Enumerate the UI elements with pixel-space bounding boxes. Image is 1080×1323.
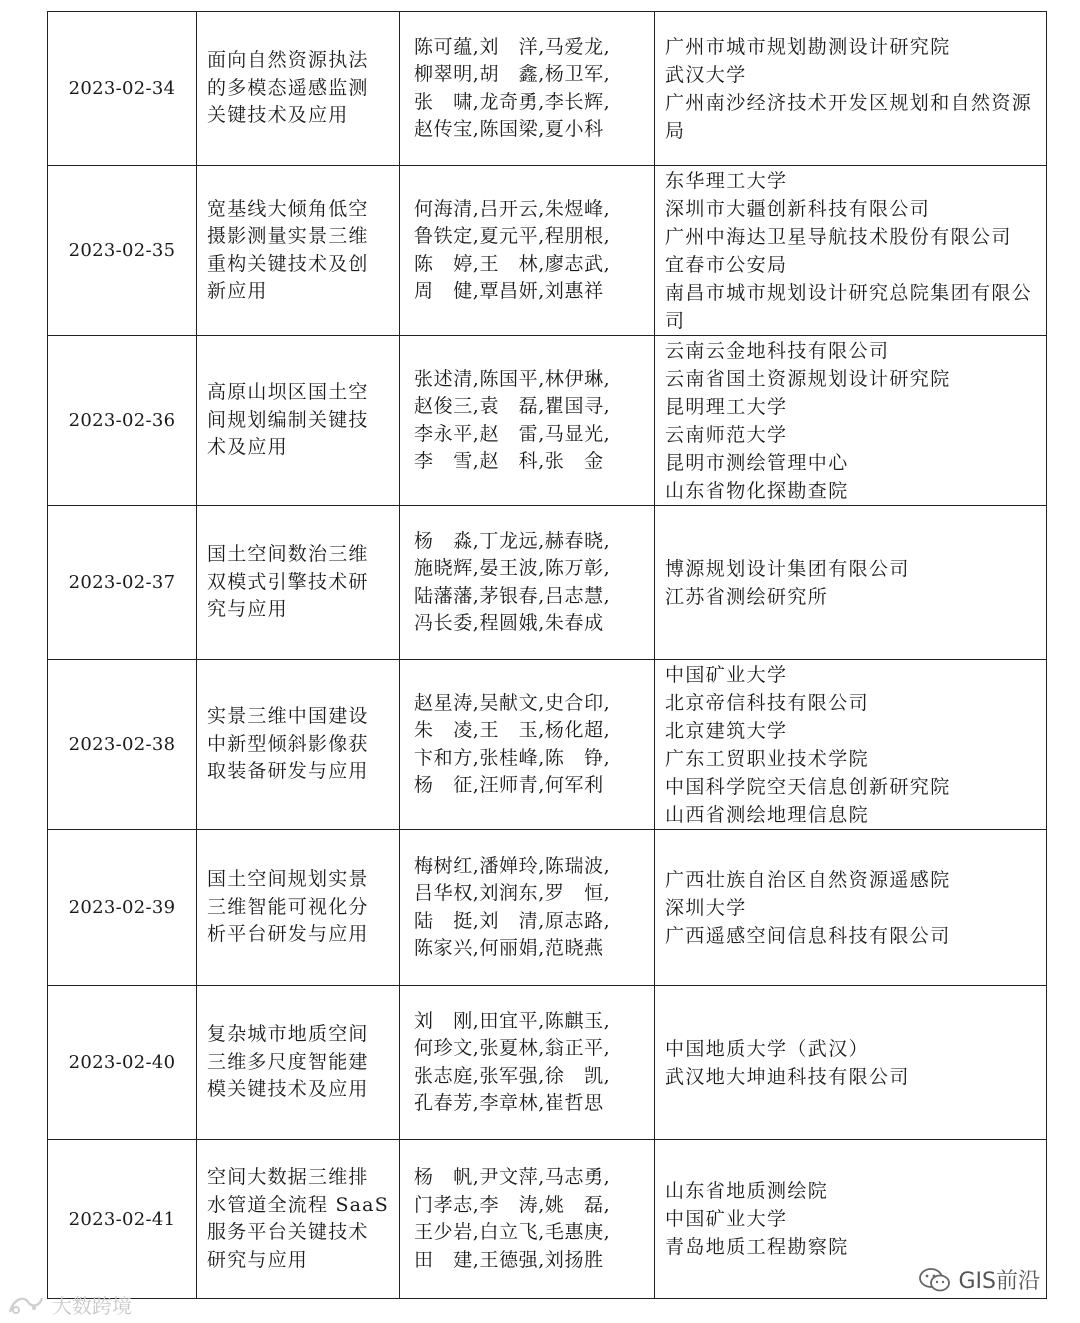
- contributors-line: 李 雪,赵 科,张 金: [414, 450, 604, 472]
- project-title-line: 关键技术及应用: [207, 104, 349, 127]
- contributors-line: 杨 淼,丁龙远,赫春晓,: [414, 529, 611, 552]
- watermark-right-text: GIS前沿: [958, 1269, 1040, 1294]
- brand-logo-icon: [6, 1292, 46, 1318]
- project-id-cell: 2023-02-37: [48, 506, 197, 660]
- contributors-cell: [400, 506, 655, 660]
- project-title-cell: [197, 660, 400, 830]
- project-title-cell: [197, 12, 400, 166]
- project-title-cell: [197, 166, 400, 336]
- project-title-line: 新应用: [207, 280, 268, 302]
- organization-name: 广东工贸职业技术学院: [665, 747, 870, 770]
- organizations-cell: [655, 336, 1047, 506]
- project-title-line: 双模式引擎技术研: [207, 570, 369, 593]
- contributors-cell: [400, 830, 655, 986]
- project-title-cell: [197, 830, 400, 986]
- contributors-line: 张 啸,龙奇勇,李长辉,: [414, 90, 611, 113]
- contributors-cell: [400, 986, 655, 1140]
- contributors-line: 何海清,吕开云,朱煜峰,: [414, 197, 611, 220]
- project-id-cell: 2023-02-36: [48, 336, 197, 506]
- contributors-cell: [400, 660, 655, 830]
- organization-name: 深圳大学: [665, 896, 747, 919]
- project-id-cell: 2023-02-34: [48, 12, 197, 166]
- contributors-line: 田 建,王德强,刘扬胜: [414, 1248, 604, 1271]
- project-title-line: 实景三维中国建设: [207, 705, 369, 728]
- project-title-line: 摄影测量实景三维: [207, 225, 369, 247]
- organization-name: 山东省地质测绘院: [665, 1180, 829, 1202]
- contributors-line: 张志庭,张军强,徐 凯,: [414, 1064, 611, 1087]
- organizations-cell: [655, 506, 1047, 660]
- organization-name: 云南云金地科技有限公司: [665, 339, 890, 362]
- contributors-line: 冯长委,程圆娥,朱春成: [414, 612, 604, 634]
- project-title-line: 服务平台关键技术: [207, 1221, 369, 1243]
- contributors-line: 梅树红,潘婵玲,陈瑞波,: [414, 854, 611, 877]
- awards-table: [47, 11, 1047, 1299]
- contributors-line: 陆 挺,刘 清,原志路,: [414, 909, 611, 932]
- contributors-line: 孔春芳,李章林,崔哲思: [414, 1092, 604, 1114]
- organization-name: 中国矿业大学: [665, 1208, 788, 1230]
- contributors-cell: [400, 1140, 655, 1299]
- contributors-cell: [400, 336, 655, 506]
- table-row: [48, 1140, 1047, 1299]
- contributors-line: 赵传宝,陈国梁,夏小科: [414, 118, 604, 140]
- organization-name: 山西省测绘地理信息院: [665, 803, 870, 826]
- organization-name: 北京帝信科技有限公司: [665, 691, 870, 714]
- contributors-line: 陈 婷,王 林,廖志武,: [414, 252, 611, 275]
- contributors-line: 鲁铁定,夏元平,程朋根,: [414, 225, 611, 247]
- project-title-cell: [197, 506, 400, 660]
- organization-name: 宜春市公安局: [665, 253, 788, 276]
- organization-name: 武汉地大坤迪科技有限公司: [665, 1065, 910, 1088]
- organization-name: 昆明市测绘管理中心: [665, 451, 849, 474]
- table-row: [48, 660, 1047, 830]
- contributors-line: 李永平,赵 雷,马显光,: [414, 422, 611, 445]
- organizations-cell: [655, 986, 1047, 1140]
- contributors-line: 张述清,陈国平,林伊琳,: [414, 367, 611, 390]
- table-row: [48, 166, 1047, 336]
- contributors-cell: [400, 166, 655, 336]
- organization-name: 昆明理工大学: [665, 395, 788, 418]
- contributors-line: 何珍文,张夏林,翁正平,: [414, 1037, 611, 1059]
- organization-name: 江苏省测绘研究所: [665, 585, 829, 608]
- table-row: [48, 986, 1047, 1140]
- contributors-line: 陈可蕴,刘 洋,马爱龙,: [414, 35, 611, 58]
- contributors-line: 卞和方,张桂峰,陈 铮,: [414, 746, 611, 769]
- organizations-cell: [655, 830, 1047, 986]
- project-title-line: 三维智能可视化分: [207, 895, 369, 918]
- project-title-line: 水管道全流程 SaaS: [207, 1193, 389, 1216]
- project-title-cell: [197, 336, 400, 506]
- project-title-line: 析平台研发与应用: [207, 923, 369, 946]
- organization-name: 博源规划设计集团有限公司: [665, 557, 910, 580]
- contributors-line: 周 健,覃昌妍,刘惠祥: [414, 280, 604, 302]
- table-row: [48, 506, 1047, 660]
- contributors-line: 杨 征,汪师青,何军利: [414, 774, 604, 796]
- organization-name: 中国地质大学（武汉）: [665, 1037, 870, 1060]
- organization-name: 山东省物化探勘查院: [665, 479, 849, 502]
- contributors-line: 陈家兴,何丽娟,范晓燕: [414, 937, 604, 959]
- contributors-line: 王少岩,白立飞,毛惠庚,: [414, 1221, 611, 1243]
- project-title-line: 术及应用: [207, 436, 288, 459]
- project-id-cell: 2023-02-35: [48, 166, 197, 336]
- organizations-cell: [655, 166, 1047, 336]
- project-title-line: 国土空间规划实景: [207, 868, 369, 891]
- contributors-line: 门孝志,李 涛,姚 磊,: [414, 1193, 611, 1216]
- project-title-line: 究与应用: [207, 598, 288, 621]
- project-id-cell: 2023-02-39: [48, 830, 197, 986]
- project-title-line: 高原山坝区国土空: [207, 381, 369, 404]
- organization-name: 深圳市大疆创新科技有限公司: [665, 197, 931, 220]
- organization-name: 武汉大学: [665, 63, 747, 86]
- organization-name: 中国矿业大学: [665, 663, 788, 686]
- contributors-cell: [400, 12, 655, 166]
- organization-name: 广西壮族自治区自然资源遥感院: [665, 868, 951, 891]
- organization-name: 云南省国土资源规划设计研究院: [665, 367, 951, 390]
- project-title-line: 取装备研发与应用: [207, 760, 369, 783]
- organization-name: 广州中海达卫星导航技术股份有限公司: [665, 225, 1012, 248]
- organization-name: 东华理工大学: [665, 169, 788, 192]
- contributors-line: 柳翠明,胡 鑫,杨卫军,: [414, 63, 611, 85]
- contributors-line: 吕华权,刘润东,罗 恒,: [414, 882, 611, 904]
- project-title-line: 间规划编制关键技: [207, 408, 369, 431]
- wechat-icon: [918, 1266, 952, 1294]
- table-row: [48, 12, 1047, 166]
- organization-name: 云南师范大学: [665, 423, 788, 446]
- organization-name: 广西遥感空间信息科技有限公司: [665, 924, 951, 947]
- project-title-line: 研究与应用: [207, 1248, 309, 1271]
- organization-name: 南昌市城市规划设计研究总院集团有限公司: [665, 281, 1033, 332]
- document-sheet: [47, 11, 1046, 1298]
- project-id-cell: 2023-02-41: [48, 1140, 197, 1299]
- organization-name: 中国科学院空天信息创新研究院: [665, 775, 951, 798]
- organization-name: 青岛地质工程勘察院: [665, 1236, 849, 1258]
- contributors-line: 杨 帆,尹文萍,马志勇,: [414, 1166, 611, 1188]
- project-title-cell: [197, 1140, 400, 1299]
- watermark-right: [914, 1262, 1044, 1297]
- organization-name: 北京建筑大学: [665, 719, 788, 742]
- watermark-left: [6, 1290, 132, 1319]
- project-title-cell: [197, 986, 400, 1140]
- contributors-line: 朱 凌,王 玉,杨化超,: [414, 719, 611, 741]
- contributors-line: 施晓辉,晏王波,陈万彰,: [414, 557, 611, 579]
- contributors-line: 陆藩藩,茅银春,吕志慧,: [414, 584, 611, 607]
- organizations-cell: [655, 12, 1047, 166]
- contributors-line: 刘 刚,田宜平,陈麒玉,: [414, 1009, 611, 1032]
- project-title-line: 宽基线大倾角低空: [207, 197, 369, 220]
- organizations-cell: [655, 660, 1047, 830]
- project-title-line: 国土空间数治三维: [207, 543, 369, 566]
- table-row: [48, 336, 1047, 506]
- table-row: [48, 830, 1047, 986]
- project-title-line: 中新型倾斜影像获: [207, 732, 369, 755]
- project-title-line: 的多模态遥感监测: [207, 76, 369, 99]
- project-title-line: 面向自然资源执法: [207, 49, 369, 72]
- project-title-line: 模关键技术及应用: [207, 1078, 369, 1101]
- organization-name: 广州南沙经济技术开发区规划和自然资源局: [665, 91, 1033, 142]
- contributors-line: 赵俊三,袁 磊,瞿国寻,: [414, 395, 611, 417]
- project-id-cell: 2023-02-38: [48, 660, 197, 830]
- organization-name: 广州市城市规划勘测设计研究院: [665, 35, 951, 58]
- contributors-line: 赵星涛,吴献文,史合印,: [414, 691, 611, 714]
- project-title-line: 空间大数据三维排: [207, 1166, 369, 1188]
- project-id-cell: 2023-02-40: [48, 986, 197, 1140]
- project-title-line: 重构关键技术及创: [207, 252, 369, 275]
- project-title-line: 复杂城市地质空间: [207, 1023, 369, 1046]
- watermark-left-text: 大数跨境: [52, 1294, 132, 1318]
- project-title-line: 三维多尺度智能建: [207, 1050, 369, 1073]
- awards-table-body: [48, 12, 1047, 1299]
